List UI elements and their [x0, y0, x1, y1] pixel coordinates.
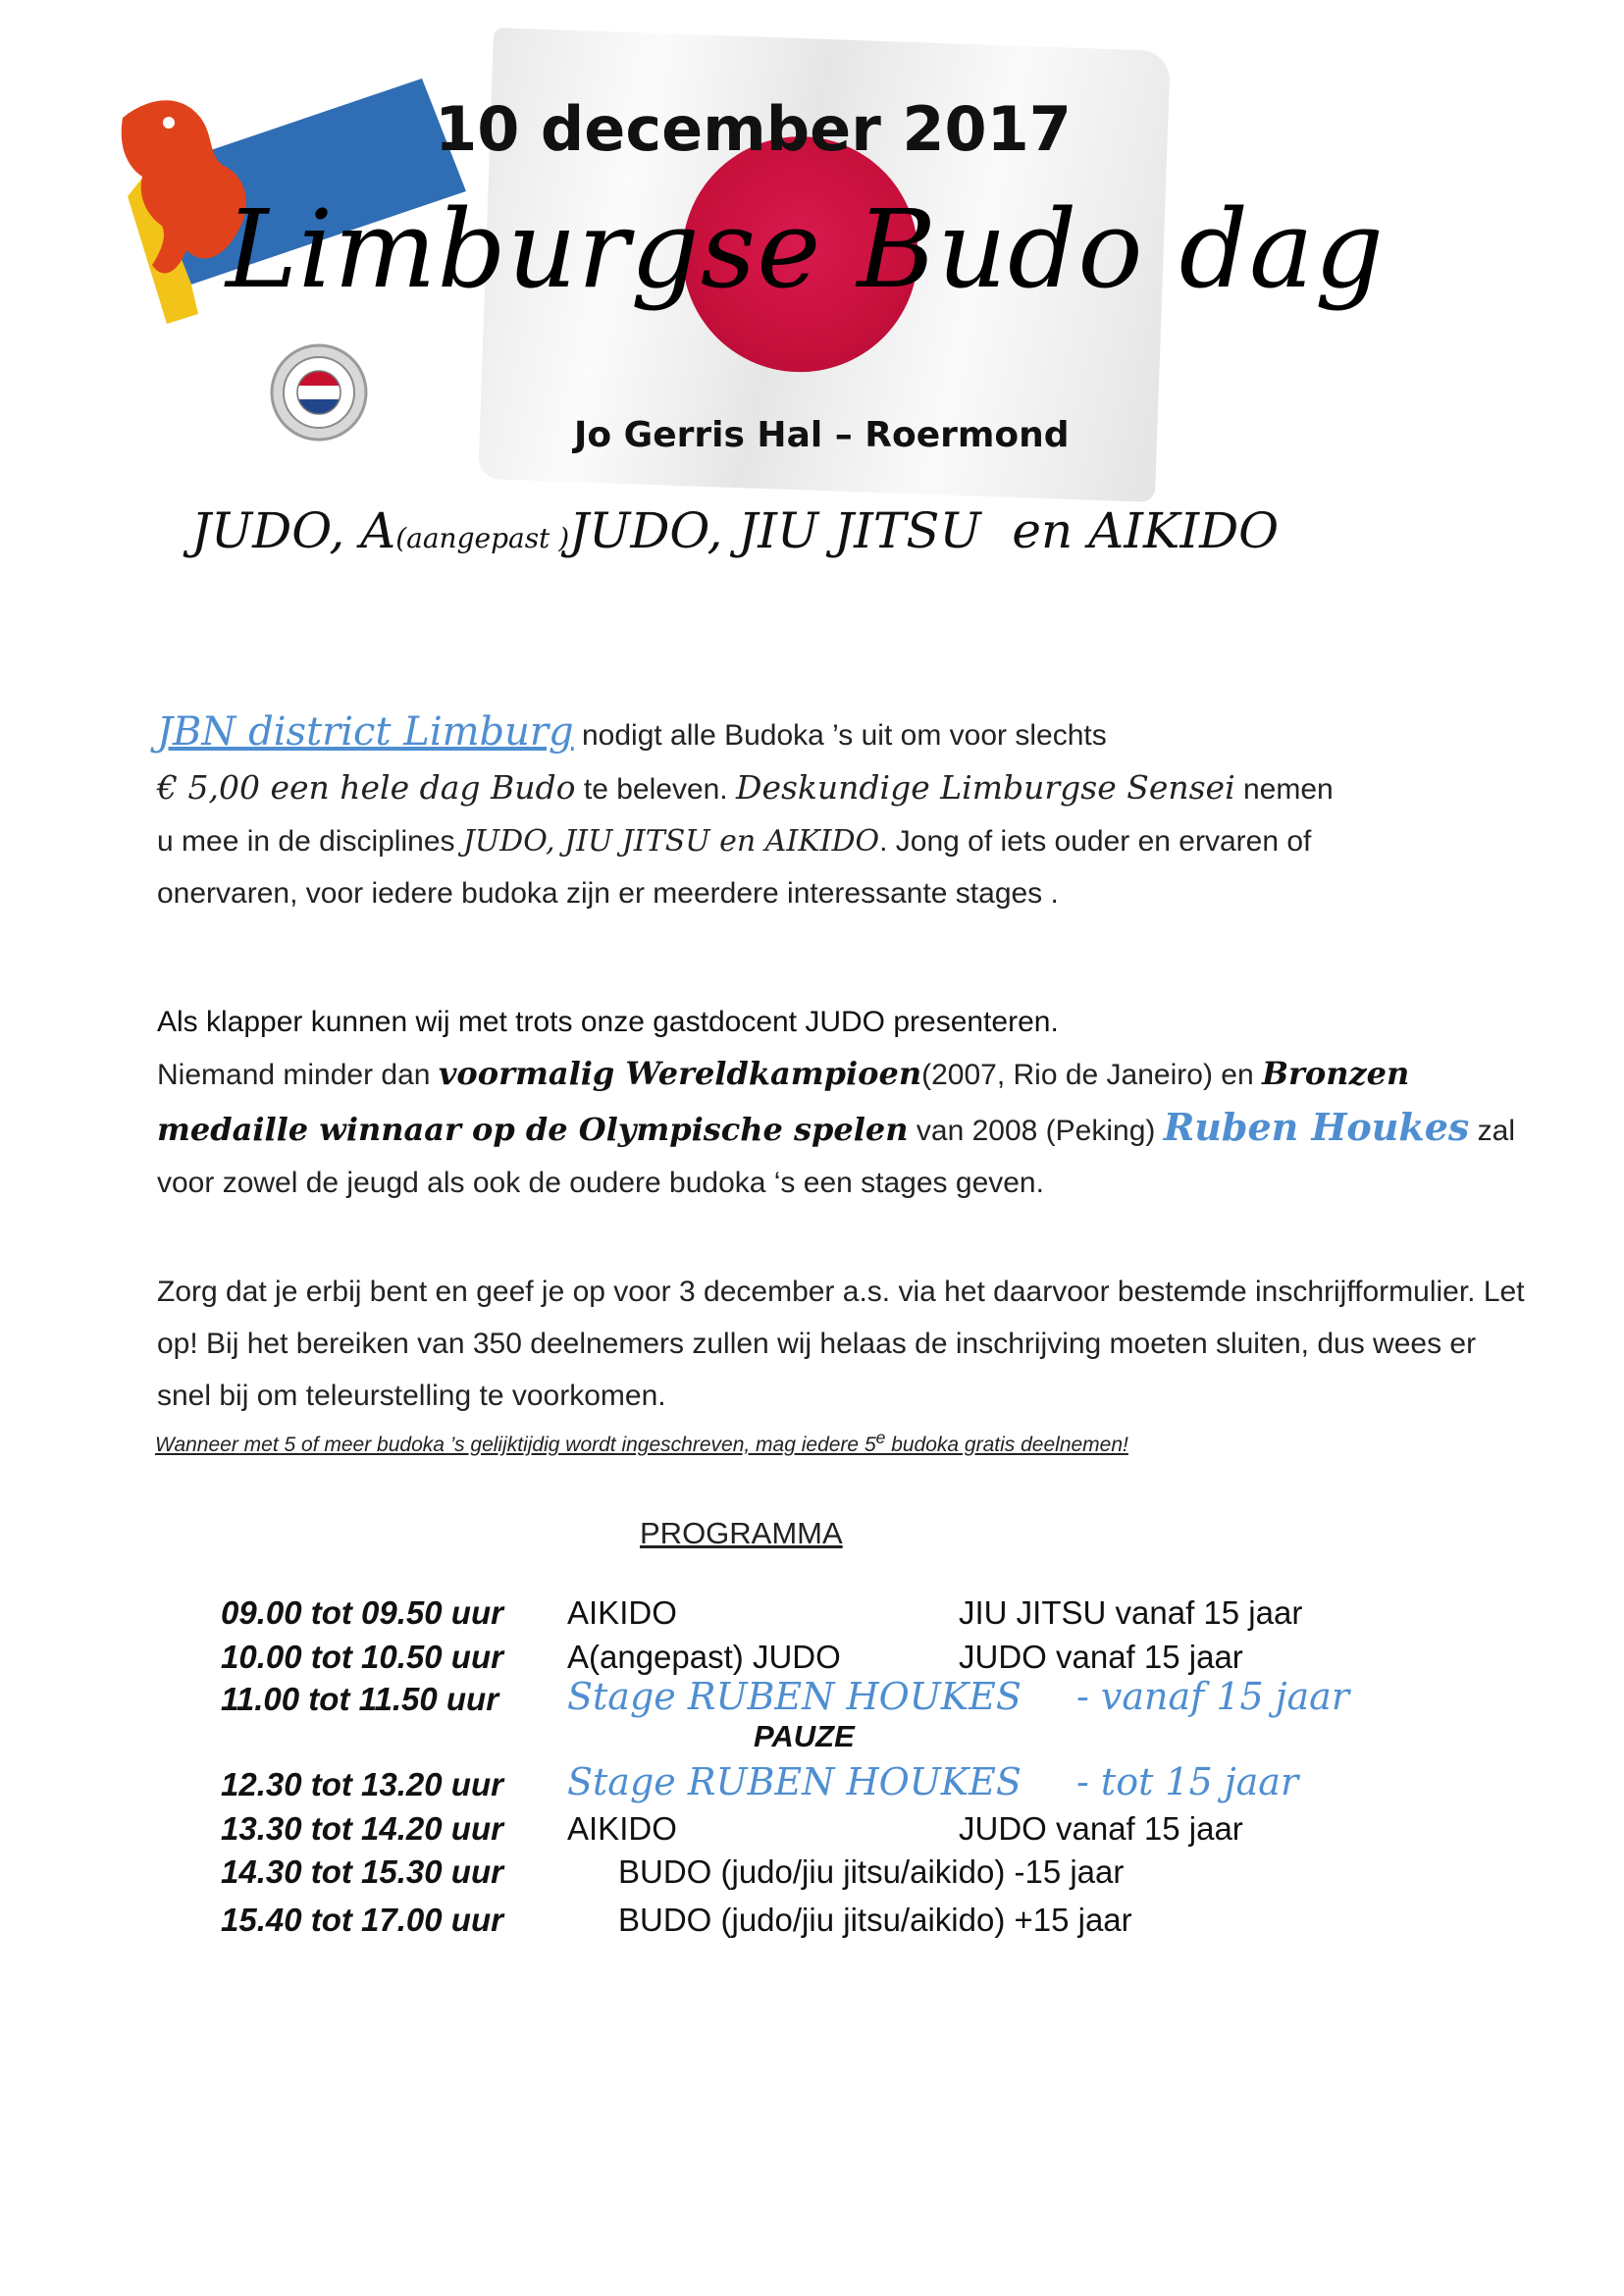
row-time: 15.40 tot 17.00 uur: [221, 1902, 503, 1938]
pause-label: PAUZE: [754, 1719, 855, 1753]
intro-paragraph: [157, 706, 1531, 919]
champion-text: voormalig Wereldkampioen: [438, 1055, 922, 1092]
intro-text-2: te beleven.: [575, 773, 736, 806]
guest-text-4: zal voor zowel de jeugd als ook de oudere budoka ‘s een stages geven.: [157, 1115, 1515, 1199]
discount-footnote: [155, 1428, 1128, 1457]
disciplines-heading: [191, 502, 1279, 559]
judobond-seal-logo: [270, 343, 368, 442]
row-stage-age: - tot 15 jaar: [1076, 1760, 1299, 1803]
event-date: 10 december 2017: [435, 93, 1072, 165]
row-activity: AIKIDO: [567, 1594, 677, 1631]
intro-text-1: nodigt alle Budoka ’s uit om voor slechts: [573, 719, 1107, 752]
row-time: 13.30 tot 14.20 uur: [221, 1810, 503, 1847]
sensei-text: Deskundige Limburgse Sensei: [735, 768, 1235, 807]
row-activity-2: JUDO vanaf 15 jaar: [959, 1639, 1243, 1675]
disciplines-part1: JUDO, A: [191, 502, 396, 559]
price-text: € 5,00 een hele dag Budo: [157, 768, 576, 807]
footnote-sup: e: [875, 1428, 886, 1447]
intro-text-4: u mee in de disciplines: [157, 825, 463, 858]
intro-text-5: . Jong of iets ouder en ervaren of: [879, 825, 1312, 858]
disciplines-small: (aangepast ): [395, 522, 570, 554]
row-stage: Stage RUBEN HOUKES: [567, 1760, 1022, 1803]
row-time: 12.30 tot 13.20 uur: [221, 1766, 503, 1802]
intro-text-3: nemen: [1234, 773, 1334, 806]
intro-text-6: onervaren, voor iedere budoka zijn er meerdere interessante stages .: [157, 877, 1059, 910]
row-activity-2: JIU JITSU vanaf 15 jaar: [959, 1594, 1303, 1631]
row-time: 14.30 tot 15.30 uur: [221, 1853, 503, 1890]
row-stage: Stage RUBEN HOUKES: [567, 1675, 1022, 1718]
guest-paragraph: [157, 996, 1531, 1209]
guest-text-2: (2007, Rio de Janeiro) en: [921, 1059, 1262, 1091]
disciplines-part2: JUDO, JIU JITSU: [569, 502, 981, 559]
footnote-text-b: budoka gratis deelnemen!: [885, 1434, 1128, 1456]
disciplines-part3: en AIKIDO: [1012, 502, 1280, 559]
row-time: 11.00 tot 11.50 uur: [221, 1681, 499, 1717]
row-activity: A(angepast) JUDO: [567, 1639, 841, 1675]
program-heading: PROGRAMMA: [640, 1516, 843, 1550]
row-activity: BUDO (judo/jiu jitsu/aikido) +15 jaar: [618, 1902, 1132, 1938]
org-name: JBN district Limburg: [157, 709, 574, 755]
bronze-text: Bronzen medaille winnaar op de Olympische spelen: [157, 1055, 1410, 1148]
row-stage-age: - vanaf 15 jaar: [1076, 1675, 1350, 1718]
guest-text-3: van 2008 (Peking): [908, 1115, 1164, 1147]
guest-line-1: Als klapper kunnen wij met trots onze gastdocent JUDO presenteren.: [157, 1006, 1059, 1038]
row-time: 10.00 tot 10.50 uur: [221, 1639, 503, 1675]
row-activity: BUDO (judo/jiu jitsu/aikido) -15 jaar: [618, 1853, 1125, 1890]
row-activity: AIKIDO: [567, 1810, 677, 1847]
event-title: Limburgse Budo dag: [226, 186, 1386, 312]
disciplines-inline: JUDO, JIU JITSU en AIKIDO: [462, 824, 880, 859]
row-time: 09.00 tot 09.50 uur: [221, 1594, 503, 1631]
row-activity-2: JUDO vanaf 15 jaar: [959, 1810, 1243, 1847]
footnote-text-a: Wanneer met 5 of meer budoka ’s gelijktijdig wordt ingeschreven, mag iedere 5: [155, 1434, 876, 1456]
guest-text-1: Niemand minder dan: [157, 1059, 439, 1091]
guest-name: Ruben Houkes: [1163, 1105, 1470, 1149]
venue: Jo Gerris Hal – Roermond: [574, 415, 1070, 455]
signup-paragraph: Zorg dat je erbij bent en geef je op voor 3 december a.s. via het daarvoor bestemde inschrijfformulier. Let op! Bij het bereiken van 350 deelnemers zullen wij helaas de inschrijving moeten sluiten, dus wees er snel bij om teleurstelling te voorkomen.: [157, 1276, 1525, 1412]
